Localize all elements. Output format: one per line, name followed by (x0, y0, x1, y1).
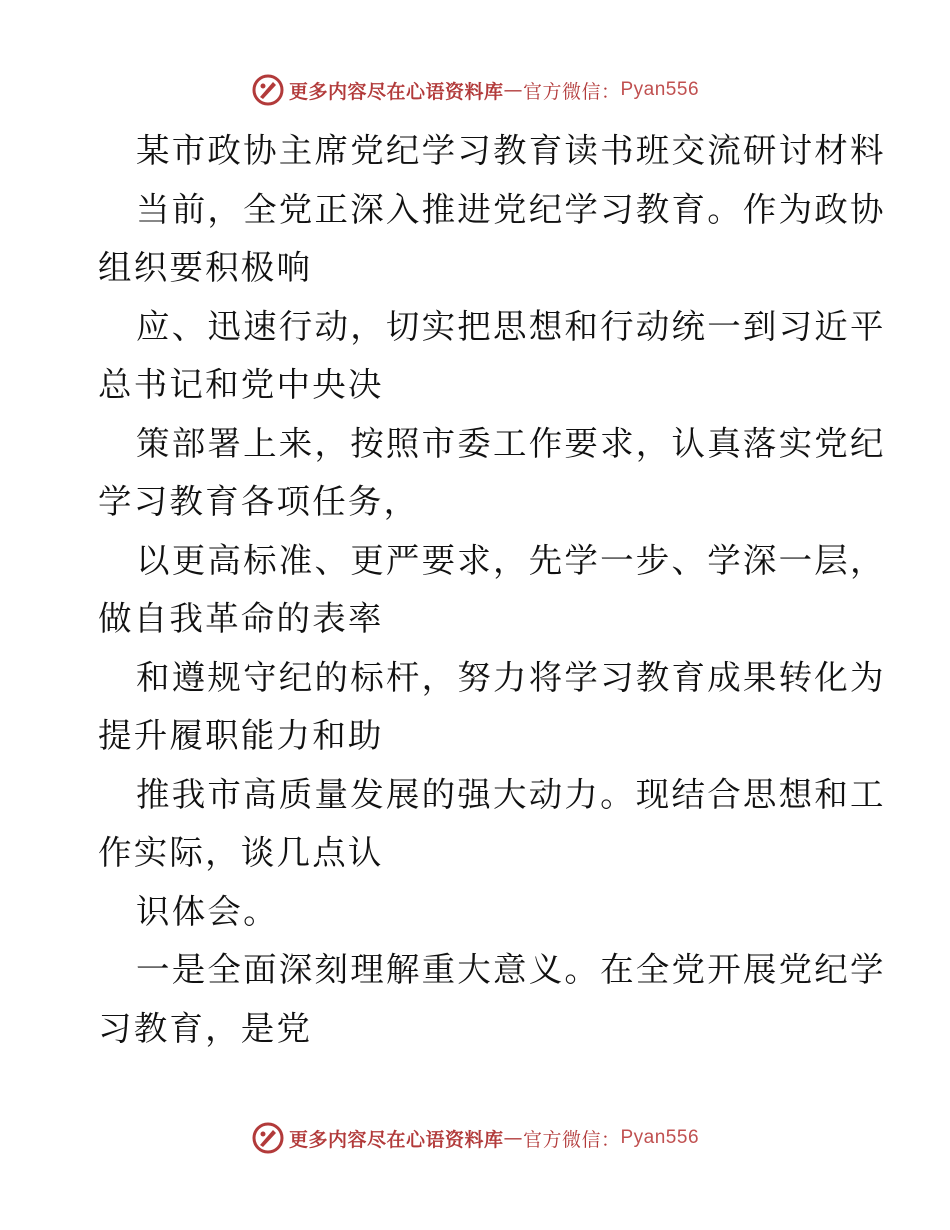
text-line: 识体会。 (136, 891, 279, 931)
text-line: 习教育，是党 (98, 1008, 313, 1048)
text-line: 一是全面深刻理解重大意义。在全党开展党纪学 (136, 950, 886, 989)
text-line: 策部署上来，按照市委工作要求，认真落实党纪 (136, 423, 886, 463)
watermark-separator: — (503, 1127, 523, 1149)
header-watermark (0, 70, 950, 110)
text-line: 提升履职能力和助 (98, 716, 384, 755)
text-line: 当前，全党正深入推进党纪学习教育。作为政协 (136, 189, 886, 229)
watermark-id: Pyan556 (620, 1127, 700, 1148)
watermark-label: 官方微信： (522, 1128, 621, 1151)
watermark-brand: 更多内容尽在心语资料库 (288, 1128, 504, 1151)
document-body (98, 122, 886, 1058)
text-line: 作实际，谈几点认 (98, 833, 384, 872)
watermark-label: 官方微信： (522, 80, 621, 103)
footer-watermark (0, 1118, 950, 1158)
text-line: 做自我革命的表率 (98, 599, 384, 638)
text-line: 组织要积极响 (98, 248, 313, 287)
watermark-brand: 更多内容尽在心语资料库 (288, 80, 504, 103)
watermark-id: Pyan556 (620, 79, 700, 100)
text-line: 应、迅速行动，切实把思想和行动统一到习近平 (136, 306, 886, 346)
text-line: 某市政协主席党纪学习教育读书班交流研讨材料 (136, 131, 886, 170)
text-line: 总书记和党中央决 (98, 365, 384, 404)
brand-logo-icon (251, 73, 285, 107)
brand-logo-icon (251, 1121, 285, 1155)
text-line: 学习教育各项任务， (98, 482, 420, 521)
text-line: 推我市高质量发展的强大动力。现结合思想和工 (136, 774, 886, 814)
text-line: 以更高标准、更严要求，先学一步、学深一层， (136, 540, 886, 580)
watermark-separator: — (503, 79, 523, 101)
text-line: 和遵规守纪的标杆，努力将学习教育成果转化为 (136, 657, 886, 697)
